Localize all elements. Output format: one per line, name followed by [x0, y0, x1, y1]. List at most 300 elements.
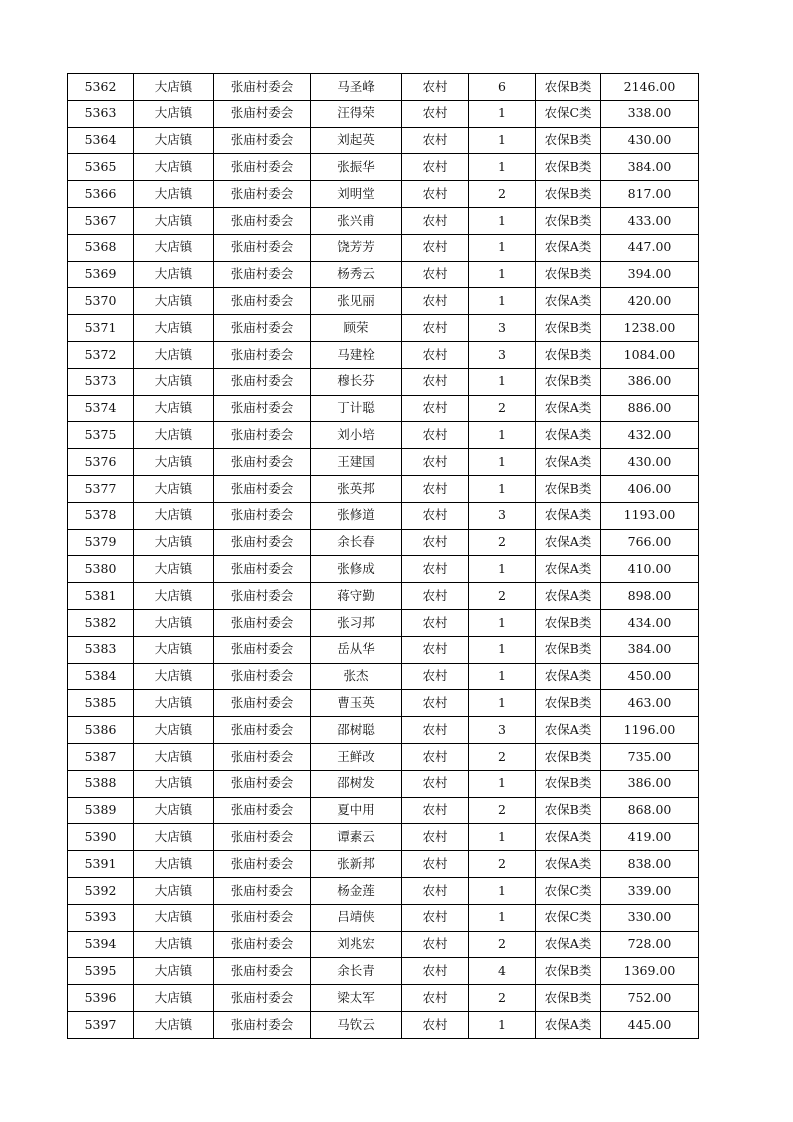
table-row [68, 368, 699, 395]
category-cell: 农保B类 [536, 315, 601, 342]
name-cell: 谭素云 [311, 824, 402, 851]
row-number-cell: 5386 [68, 717, 134, 744]
town-cell: 大店镇 [134, 529, 214, 556]
amount-cell: 450.00 [601, 663, 699, 690]
area-type-cell: 农村 [402, 368, 469, 395]
name-cell: 马钦云 [311, 1011, 402, 1038]
name-cell: 马建栓 [311, 341, 402, 368]
amount-cell: 463.00 [601, 690, 699, 717]
amount-cell: 445.00 [601, 1011, 699, 1038]
household-size-cell: 2 [469, 395, 536, 422]
table-row [68, 288, 699, 315]
category-cell: 农保A类 [536, 1011, 601, 1038]
name-cell: 杨秀云 [311, 261, 402, 288]
amount-cell: 1369.00 [601, 958, 699, 985]
household-size-cell: 1 [469, 663, 536, 690]
town-cell: 大店镇 [134, 368, 214, 395]
name-cell: 蒋守勤 [311, 583, 402, 610]
area-type-cell: 农村 [402, 690, 469, 717]
table-row [68, 609, 699, 636]
table-row [68, 663, 699, 690]
table-row [68, 502, 699, 529]
household-size-cell: 1 [469, 207, 536, 234]
household-size-cell: 1 [469, 1011, 536, 1038]
town-cell: 大店镇 [134, 636, 214, 663]
village-committee-cell: 张庙村委会 [214, 261, 311, 288]
row-number-cell: 5385 [68, 690, 134, 717]
category-cell: 农保A类 [536, 288, 601, 315]
name-cell: 刘起英 [311, 127, 402, 154]
town-cell: 大店镇 [134, 690, 214, 717]
category-cell: 农保B类 [536, 743, 601, 770]
town-cell: 大店镇 [134, 207, 214, 234]
table-row [68, 904, 699, 931]
town-cell: 大店镇 [134, 1011, 214, 1038]
village-committee-cell: 张庙村委会 [214, 207, 311, 234]
household-size-cell: 2 [469, 181, 536, 208]
amount-cell: 384.00 [601, 154, 699, 181]
table-row [68, 315, 699, 342]
row-number-cell: 5367 [68, 207, 134, 234]
name-cell: 曹玉英 [311, 690, 402, 717]
table-row [68, 181, 699, 208]
category-cell: 农保C类 [536, 877, 601, 904]
household-size-cell: 1 [469, 154, 536, 181]
village-committee-cell: 张庙村委会 [214, 556, 311, 583]
village-committee-cell: 张庙村委会 [214, 851, 311, 878]
row-number-cell: 5389 [68, 797, 134, 824]
area-type-cell: 农村 [402, 234, 469, 261]
village-committee-cell: 张庙村委会 [214, 797, 311, 824]
area-type-cell: 农村 [402, 609, 469, 636]
area-type-cell: 农村 [402, 743, 469, 770]
village-committee-cell: 张庙村委会 [214, 368, 311, 395]
amount-cell: 419.00 [601, 824, 699, 851]
row-number-cell: 5364 [68, 127, 134, 154]
area-type-cell: 农村 [402, 288, 469, 315]
row-number-cell: 5379 [68, 529, 134, 556]
town-cell: 大店镇 [134, 127, 214, 154]
household-size-cell: 1 [469, 261, 536, 288]
table-row [68, 395, 699, 422]
area-type-cell: 农村 [402, 422, 469, 449]
table-row [68, 636, 699, 663]
area-type-cell: 农村 [402, 1011, 469, 1038]
area-type-cell: 农村 [402, 583, 469, 610]
area-type-cell: 农村 [402, 395, 469, 422]
name-cell: 丁计聪 [311, 395, 402, 422]
town-cell: 大店镇 [134, 422, 214, 449]
category-cell: 农保B类 [536, 797, 601, 824]
amount-cell: 384.00 [601, 636, 699, 663]
town-cell: 大店镇 [134, 743, 214, 770]
household-size-cell: 1 [469, 556, 536, 583]
village-committee-cell: 张庙村委会 [214, 502, 311, 529]
name-cell: 岳从华 [311, 636, 402, 663]
row-number-cell: 5369 [68, 261, 134, 288]
village-committee-cell: 张庙村委会 [214, 1011, 311, 1038]
table-row [68, 985, 699, 1012]
amount-cell: 330.00 [601, 904, 699, 931]
row-number-cell: 5377 [68, 475, 134, 502]
town-cell: 大店镇 [134, 502, 214, 529]
row-number-cell: 5381 [68, 583, 134, 610]
row-number-cell: 5393 [68, 904, 134, 931]
category-cell: 农保B类 [536, 341, 601, 368]
name-cell: 余长青 [311, 958, 402, 985]
amount-cell: 430.00 [601, 127, 699, 154]
category-cell: 农保B类 [536, 770, 601, 797]
category-cell: 农保A类 [536, 234, 601, 261]
area-type-cell: 农村 [402, 529, 469, 556]
village-committee-cell: 张庙村委会 [214, 127, 311, 154]
table-row [68, 583, 699, 610]
row-number-cell: 5374 [68, 395, 134, 422]
area-type-cell: 农村 [402, 475, 469, 502]
town-cell: 大店镇 [134, 609, 214, 636]
category-cell: 农保B类 [536, 636, 601, 663]
name-cell: 刘小培 [311, 422, 402, 449]
area-type-cell: 农村 [402, 717, 469, 744]
area-type-cell: 农村 [402, 315, 469, 342]
row-number-cell: 5365 [68, 154, 134, 181]
household-size-cell: 4 [469, 958, 536, 985]
table-row [68, 261, 699, 288]
row-number-cell: 5363 [68, 100, 134, 127]
household-size-cell: 2 [469, 985, 536, 1012]
name-cell: 张杰 [311, 663, 402, 690]
amount-cell: 447.00 [601, 234, 699, 261]
table-row [68, 449, 699, 476]
row-number-cell: 5362 [68, 74, 134, 101]
village-committee-cell: 张庙村委会 [214, 315, 311, 342]
area-type-cell: 农村 [402, 154, 469, 181]
name-cell: 顾荣 [311, 315, 402, 342]
area-type-cell: 农村 [402, 556, 469, 583]
row-number-cell: 5387 [68, 743, 134, 770]
table-row [68, 743, 699, 770]
area-type-cell: 农村 [402, 341, 469, 368]
amount-cell: 817.00 [601, 181, 699, 208]
category-cell: 农保B类 [536, 181, 601, 208]
table-row [68, 851, 699, 878]
name-cell: 王建国 [311, 449, 402, 476]
household-size-cell: 1 [469, 609, 536, 636]
category-cell: 农保C类 [536, 904, 601, 931]
household-size-cell: 1 [469, 449, 536, 476]
village-committee-cell: 张庙村委会 [214, 395, 311, 422]
category-cell: 农保B类 [536, 207, 601, 234]
town-cell: 大店镇 [134, 341, 214, 368]
town-cell: 大店镇 [134, 717, 214, 744]
category-cell: 农保B类 [536, 127, 601, 154]
area-type-cell: 农村 [402, 127, 469, 154]
table-row [68, 341, 699, 368]
village-committee-cell: 张庙村委会 [214, 288, 311, 315]
assistance-table [67, 73, 699, 1039]
town-cell: 大店镇 [134, 985, 214, 1012]
area-type-cell: 农村 [402, 502, 469, 529]
name-cell: 穆长芬 [311, 368, 402, 395]
amount-cell: 386.00 [601, 368, 699, 395]
village-committee-cell: 张庙村委会 [214, 475, 311, 502]
row-number-cell: 5396 [68, 985, 134, 1012]
name-cell: 余长春 [311, 529, 402, 556]
amount-cell: 434.00 [601, 609, 699, 636]
village-committee-cell: 张庙村委会 [214, 877, 311, 904]
category-cell: 农保B类 [536, 475, 601, 502]
town-cell: 大店镇 [134, 770, 214, 797]
row-number-cell: 5382 [68, 609, 134, 636]
table-row [68, 958, 699, 985]
household-size-cell: 3 [469, 717, 536, 744]
name-cell: 汪得荣 [311, 100, 402, 127]
amount-cell: 898.00 [601, 583, 699, 610]
town-cell: 大店镇 [134, 181, 214, 208]
row-number-cell: 5372 [68, 341, 134, 368]
amount-cell: 766.00 [601, 529, 699, 556]
category-cell: 农保B类 [536, 690, 601, 717]
table-row [68, 717, 699, 744]
village-committee-cell: 张庙村委会 [214, 529, 311, 556]
amount-cell: 1193.00 [601, 502, 699, 529]
area-type-cell: 农村 [402, 824, 469, 851]
row-number-cell: 5388 [68, 770, 134, 797]
town-cell: 大店镇 [134, 824, 214, 851]
category-cell: 农保B类 [536, 154, 601, 181]
area-type-cell: 农村 [402, 207, 469, 234]
category-cell: 农保A类 [536, 529, 601, 556]
household-size-cell: 2 [469, 931, 536, 958]
town-cell: 大店镇 [134, 315, 214, 342]
name-cell: 杨金莲 [311, 877, 402, 904]
area-type-cell: 农村 [402, 770, 469, 797]
town-cell: 大店镇 [134, 797, 214, 824]
area-type-cell: 农村 [402, 877, 469, 904]
area-type-cell: 农村 [402, 931, 469, 958]
area-type-cell: 农村 [402, 663, 469, 690]
name-cell: 饶芳芳 [311, 234, 402, 261]
area-type-cell: 农村 [402, 261, 469, 288]
name-cell: 邵树发 [311, 770, 402, 797]
area-type-cell: 农村 [402, 958, 469, 985]
amount-cell: 430.00 [601, 449, 699, 476]
row-number-cell: 5397 [68, 1011, 134, 1038]
category-cell: 农保A类 [536, 422, 601, 449]
household-size-cell: 1 [469, 127, 536, 154]
row-number-cell: 5376 [68, 449, 134, 476]
name-cell: 张修道 [311, 502, 402, 529]
area-type-cell: 农村 [402, 904, 469, 931]
category-cell: 农保B类 [536, 74, 601, 101]
row-number-cell: 5380 [68, 556, 134, 583]
town-cell: 大店镇 [134, 556, 214, 583]
village-committee-cell: 张庙村委会 [214, 234, 311, 261]
town-cell: 大店镇 [134, 74, 214, 101]
amount-cell: 1238.00 [601, 315, 699, 342]
table-row [68, 100, 699, 127]
category-cell: 农保B类 [536, 985, 601, 1012]
row-number-cell: 5373 [68, 368, 134, 395]
table-row [68, 234, 699, 261]
table-row [68, 797, 699, 824]
data-table-container [67, 73, 699, 1039]
table-body [68, 74, 699, 1039]
row-number-cell: 5395 [68, 958, 134, 985]
category-cell: 农保B类 [536, 261, 601, 288]
amount-cell: 1196.00 [601, 717, 699, 744]
amount-cell: 410.00 [601, 556, 699, 583]
row-number-cell: 5368 [68, 234, 134, 261]
town-cell: 大店镇 [134, 851, 214, 878]
town-cell: 大店镇 [134, 234, 214, 261]
table-row [68, 690, 699, 717]
village-committee-cell: 张庙村委会 [214, 717, 311, 744]
household-size-cell: 1 [469, 234, 536, 261]
name-cell: 夏中用 [311, 797, 402, 824]
village-committee-cell: 张庙村委会 [214, 743, 311, 770]
category-cell: 农保A类 [536, 931, 601, 958]
table-row [68, 422, 699, 449]
household-size-cell: 1 [469, 824, 536, 851]
amount-cell: 338.00 [601, 100, 699, 127]
area-type-cell: 农村 [402, 449, 469, 476]
amount-cell: 2146.00 [601, 74, 699, 101]
area-type-cell: 农村 [402, 797, 469, 824]
town-cell: 大店镇 [134, 877, 214, 904]
table-row [68, 824, 699, 851]
household-size-cell: 2 [469, 583, 536, 610]
village-committee-cell: 张庙村委会 [214, 449, 311, 476]
row-number-cell: 5371 [68, 315, 134, 342]
town-cell: 大店镇 [134, 663, 214, 690]
town-cell: 大店镇 [134, 395, 214, 422]
category-cell: 农保B类 [536, 368, 601, 395]
name-cell: 梁太军 [311, 985, 402, 1012]
village-committee-cell: 张庙村委会 [214, 985, 311, 1012]
name-cell: 张兴甫 [311, 207, 402, 234]
name-cell: 马圣峰 [311, 74, 402, 101]
village-committee-cell: 张庙村委会 [214, 154, 311, 181]
village-committee-cell: 张庙村委会 [214, 181, 311, 208]
amount-cell: 728.00 [601, 931, 699, 958]
name-cell: 刘明堂 [311, 181, 402, 208]
row-number-cell: 5384 [68, 663, 134, 690]
amount-cell: 735.00 [601, 743, 699, 770]
household-size-cell: 1 [469, 368, 536, 395]
name-cell: 张见丽 [311, 288, 402, 315]
household-size-cell: 3 [469, 341, 536, 368]
town-cell: 大店镇 [134, 958, 214, 985]
category-cell: 农保C类 [536, 100, 601, 127]
household-size-cell: 2 [469, 529, 536, 556]
table-row [68, 127, 699, 154]
amount-cell: 1084.00 [601, 341, 699, 368]
amount-cell: 886.00 [601, 395, 699, 422]
household-size-cell: 3 [469, 315, 536, 342]
table-row [68, 556, 699, 583]
amount-cell: 433.00 [601, 207, 699, 234]
town-cell: 大店镇 [134, 154, 214, 181]
household-size-cell: 1 [469, 636, 536, 663]
amount-cell: 406.00 [601, 475, 699, 502]
amount-cell: 838.00 [601, 851, 699, 878]
area-type-cell: 农村 [402, 100, 469, 127]
category-cell: 农保A类 [536, 502, 601, 529]
town-cell: 大店镇 [134, 475, 214, 502]
household-size-cell: 1 [469, 475, 536, 502]
household-size-cell: 2 [469, 743, 536, 770]
village-committee-cell: 张庙村委会 [214, 931, 311, 958]
table-row [68, 770, 699, 797]
name-cell: 刘兆宏 [311, 931, 402, 958]
row-number-cell: 5392 [68, 877, 134, 904]
category-cell: 农保A类 [536, 556, 601, 583]
household-size-cell: 1 [469, 877, 536, 904]
name-cell: 张英邦 [311, 475, 402, 502]
village-committee-cell: 张庙村委会 [214, 663, 311, 690]
household-size-cell: 1 [469, 770, 536, 797]
category-cell: 农保A类 [536, 449, 601, 476]
category-cell: 农保B类 [536, 609, 601, 636]
town-cell: 大店镇 [134, 449, 214, 476]
village-committee-cell: 张庙村委会 [214, 100, 311, 127]
table-row [68, 154, 699, 181]
village-committee-cell: 张庙村委会 [214, 583, 311, 610]
town-cell: 大店镇 [134, 931, 214, 958]
village-committee-cell: 张庙村委会 [214, 341, 311, 368]
village-committee-cell: 张庙村委会 [214, 74, 311, 101]
table-row [68, 529, 699, 556]
row-number-cell: 5370 [68, 288, 134, 315]
table-row [68, 1011, 699, 1038]
village-committee-cell: 张庙村委会 [214, 958, 311, 985]
area-type-cell: 农村 [402, 636, 469, 663]
village-committee-cell: 张庙村委会 [214, 904, 311, 931]
household-size-cell: 1 [469, 422, 536, 449]
village-committee-cell: 张庙村委会 [214, 636, 311, 663]
village-committee-cell: 张庙村委会 [214, 770, 311, 797]
town-cell: 大店镇 [134, 288, 214, 315]
amount-cell: 386.00 [601, 770, 699, 797]
household-size-cell: 1 [469, 288, 536, 315]
household-size-cell: 1 [469, 904, 536, 931]
row-number-cell: 5375 [68, 422, 134, 449]
area-type-cell: 农村 [402, 74, 469, 101]
town-cell: 大店镇 [134, 100, 214, 127]
table-row [68, 74, 699, 101]
town-cell: 大店镇 [134, 261, 214, 288]
village-committee-cell: 张庙村委会 [214, 690, 311, 717]
table-row [68, 207, 699, 234]
area-type-cell: 农村 [402, 181, 469, 208]
amount-cell: 752.00 [601, 985, 699, 1012]
name-cell: 王鲜改 [311, 743, 402, 770]
area-type-cell: 农村 [402, 851, 469, 878]
table-row [68, 931, 699, 958]
name-cell: 张振华 [311, 154, 402, 181]
household-size-cell: 2 [469, 851, 536, 878]
table-row [68, 475, 699, 502]
amount-cell: 394.00 [601, 261, 699, 288]
row-number-cell: 5391 [68, 851, 134, 878]
amount-cell: 868.00 [601, 797, 699, 824]
household-size-cell: 2 [469, 797, 536, 824]
amount-cell: 420.00 [601, 288, 699, 315]
town-cell: 大店镇 [134, 904, 214, 931]
row-number-cell: 5366 [68, 181, 134, 208]
village-committee-cell: 张庙村委会 [214, 422, 311, 449]
